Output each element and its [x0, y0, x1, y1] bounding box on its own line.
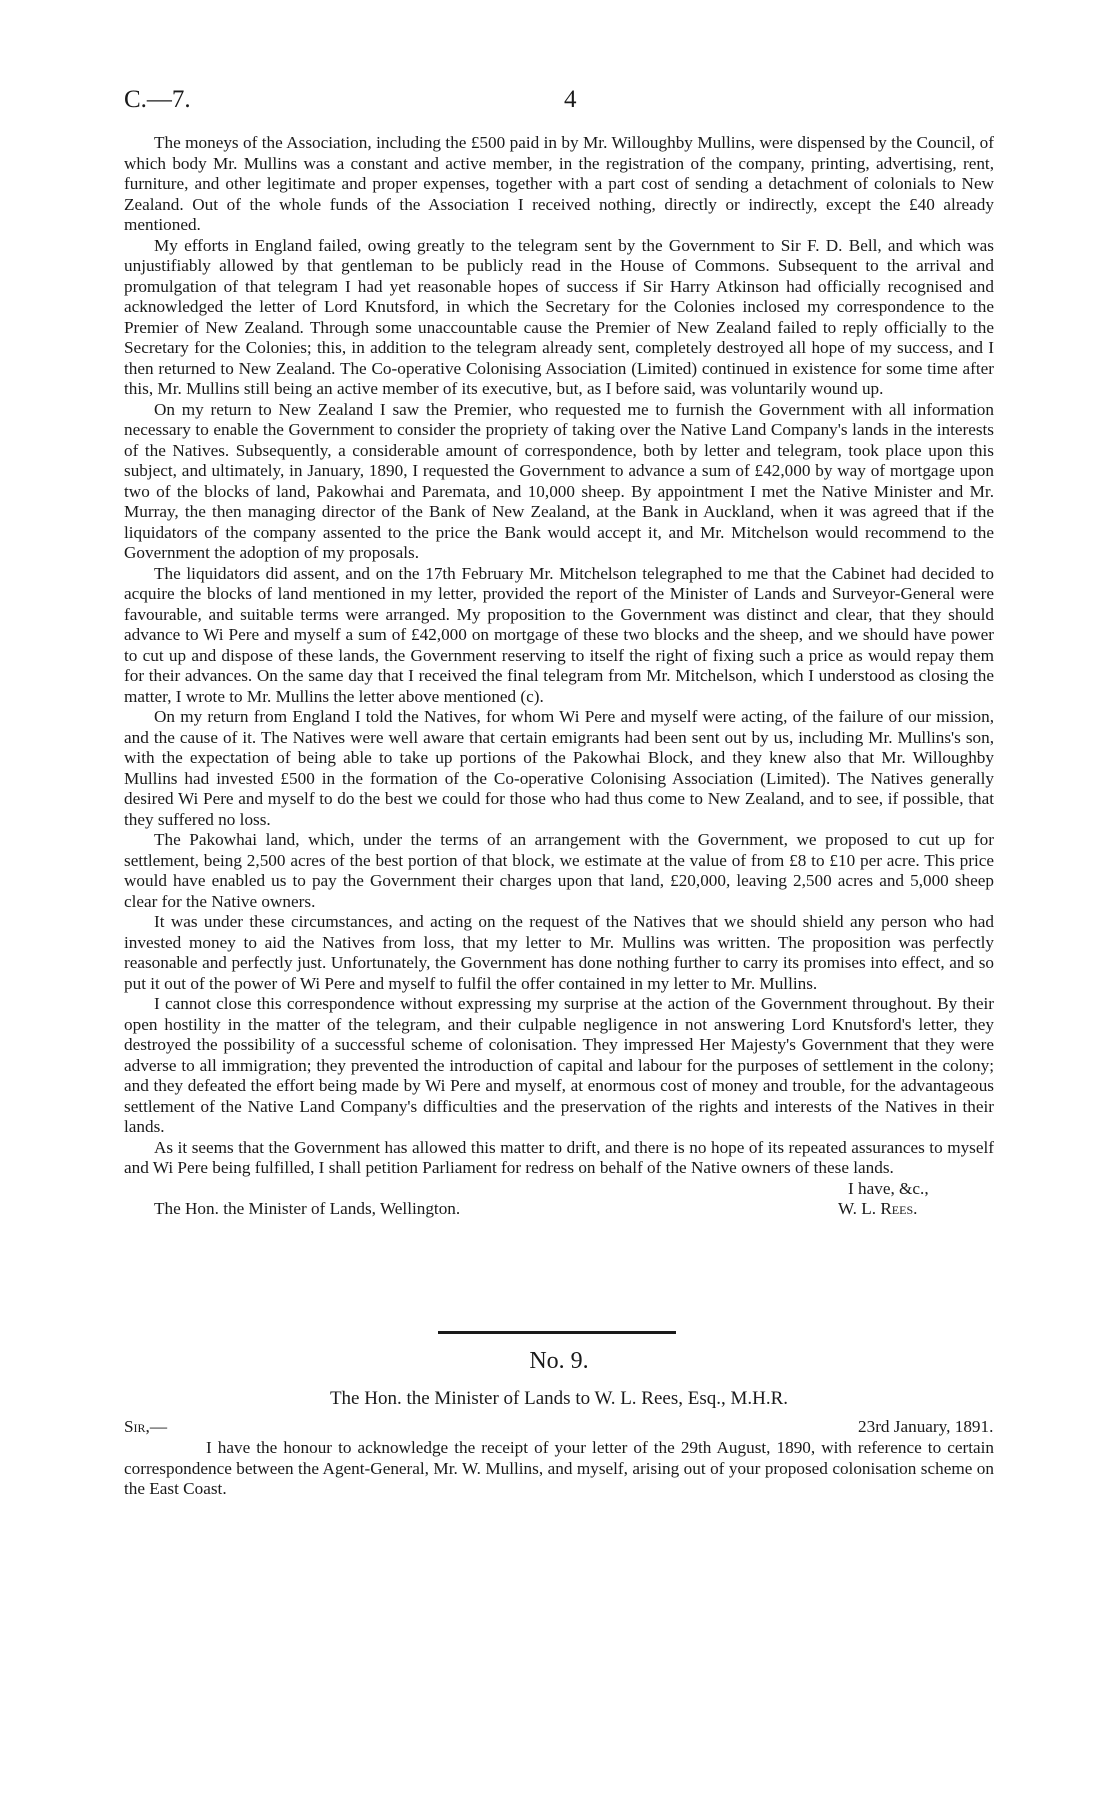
paragraph: The Pakowhai land, which, under the terms of an arrangement with the Government, we proposed to cut up for settlement, being 2,500 acres of the best portion of that block, we estimate at the value of from £8 to £10 per acre. This price would have enabled us to pay the Government their charges upon that land, £20,000, leaving 2,500 acres and 5,000 sheep clear for the Native owners. [124, 830, 994, 911]
page-header [124, 86, 994, 120]
section-divider [438, 1331, 676, 1334]
addressee: The Hon. the Minister of Lands, Wellington. [154, 1199, 461, 1218]
salutation-row [124, 1416, 994, 1438]
paragraph: I cannot close this correspondence without expressing my surprise at the action of the Government throughout. By their open hostility in the matter of the telegram, and their culpable negligence in not answering Lord Knutsford's letter, they destroyed the possibility of a successful scheme of colonisation. They impressed Her Majesty's Government that they were adverse to all immigration; they prevented the introduction of capital and labour for the purposes of settlement in the colony; and they defeated the effort being made by Wi Pere and myself, at enormous cost of money and trouble, for the advantageous settlement of the Native Land Company's difficulties and the preservation of the rights and interests of the Natives in their lands. [124, 994, 994, 1136]
signature-row [124, 1199, 994, 1220]
paragraph: I have the honour to acknowledge the receipt of your letter of the 29th August, 1890, with reference to certain correspondence between the Agent-General, Mr. W. Mullins, and myself, arising out of your proposed colonisation scheme on the East Coast. [124, 1438, 994, 1498]
paragraph: On my return to New Zealand I saw the Premier, who requested me to furnish the Government with all information necessary to enable the Government to consider the propriety of taking over the Native Land Company's lands in the interests of the Natives. Subsequently, a considerable amount of correspondence, both by letter and telegram, took place upon this subject, and ultimately, in January, 1890, I requested the Government to advance a sum of £42,000 by way of mortgage upon two of the blocks of land, Pakowhai and Paremata, and 10,000 sheep. By appointment I met the Native Minister and Mr. Murray, the then managing director of the Bank of New Zealand, at the Bank in Auckland, when it was agreed that if the liquidators of the company assented to the price the Bank would accept it, and Mr. Mitchelson would recommend to the Government the adoption of my proposals. [124, 399, 994, 562]
signature: W. L. Rees. [838, 1199, 918, 1218]
document-reference: C.—7. [124, 86, 191, 113]
paragraph: The liquidators did assent, and on the 17th February Mr. Mitchelson telegraphed to me that the Cabinet had decided to acquire the blocks of land mentioned in my letter, provided the report of the Minister of Lands and Surveyor-General were favourable, and suitable terms were arranged. My proposition to the Government was distinct and clear, that they should advance to Wi Pere and myself a sum of £42,000 on mortgage of these two blocks and the sheep, and we should have power to cut up and dispose of these lands, the Government reserving to itself the right of fixing such a price as would repay them for their advances. On the same day that I received the final telegram from Mr. Mitchelson, which I understood as closing the matter, I wrote to Mr. Mullins the letter above mentioned (c). [124, 563, 994, 706]
paragraph: On my return from England I told the Natives, for whom Wi Pere and myself were acting, of the failure of our mission, and the cause of it. The Natives were well aware that certain emigrants had been sent out by us, including Mr. Mullins's son, with the expectation of being able to take up portions of the Pakowhai Block, and they knew also that Mr. Willoughby Mullins had invested £500 in the formation of the Co-operative Colonising Association (Limited). The Natives generally desired Wi Pere and myself to do the best we could for those who had thus come to New Zealand, and to see, if possible, that they suffered no loss. [124, 707, 994, 829]
letter-body [124, 133, 994, 1220]
letter-number-heading: No. 9. [529, 1348, 589, 1374]
salutation: Sir,— [124, 1417, 168, 1436]
closing-salutation: I have, &c., [848, 1178, 929, 1198]
paragraph: As it seems that the Government has allowed this matter to drift, and there is no hope of its repeated assurances to myself and Wi Pere being fulfilled, I shall petition Parliament for redress on behalf of the Native owners of these lands. [124, 1137, 994, 1177]
closing-row [124, 1179, 994, 1200]
letter-title: The Hon. the Minister of Lands to W. L. Rees, Esq., M.H.R. [329, 1388, 789, 1409]
letter-date: 23rd January, 1891. [858, 1417, 994, 1436]
page-number: 4 [564, 86, 577, 113]
paragraph: My efforts in England failed, owing greatly to the telegram sent by the Government to Sir F. D. Bell, and which was unjustifiably allowed by that gentleman to be publicly read in the House of Commons. Subsequent to the arrival and promulgation of that telegram I had yet reasonable hopes of success if Sir Harry Atkinson had officially recognised and acknowledged the letter of Lord Knutsford, in which the Secretary for the Colonies inclosed my correspondence to the Premier of New Zealand. Through some unaccountable cause the Premier of New Zealand failed to reply officially to the Secretary for the Colonies; this, in addition to the telegram already sent, completely destroyed all hope of my success, and I then returned to New Zealand. The Co-operative Colonising Association (Limited) continued in existence for some time after this, Mr. Mullins still being an active member of its executive, but, as I before said, was voluntarily wound up. [124, 235, 994, 398]
paragraph: It was under these circumstances, and acting on the request of the Natives that we should shield any person who had invested money to aid the Natives from loss, that my letter to Mr. Mullins was written. The proposition was perfectly reasonable and perfectly just. Unfortunately, the Government has done nothing further to carry its promises into effect, and so put it out of the power of Wi Pere and myself to fulfil the offer contained in my letter to Mr. Mullins. [124, 912, 994, 993]
paragraph: The moneys of the Association, including the £500 paid in by Mr. Willoughby Mullins, were dispensed by the Council, of which body Mr. Mullins was a constant and active member, in the registration of the company, printing, advertising, rent, furniture, and other legitimate and proper expenses, together with a part cost of sending a detachment of colonials to New Zealand. Out of the whole funds of the Association I received nothing, directly or indirectly, except the £40 already mentioned. [124, 133, 994, 234]
letter-nine [124, 1416, 994, 1500]
